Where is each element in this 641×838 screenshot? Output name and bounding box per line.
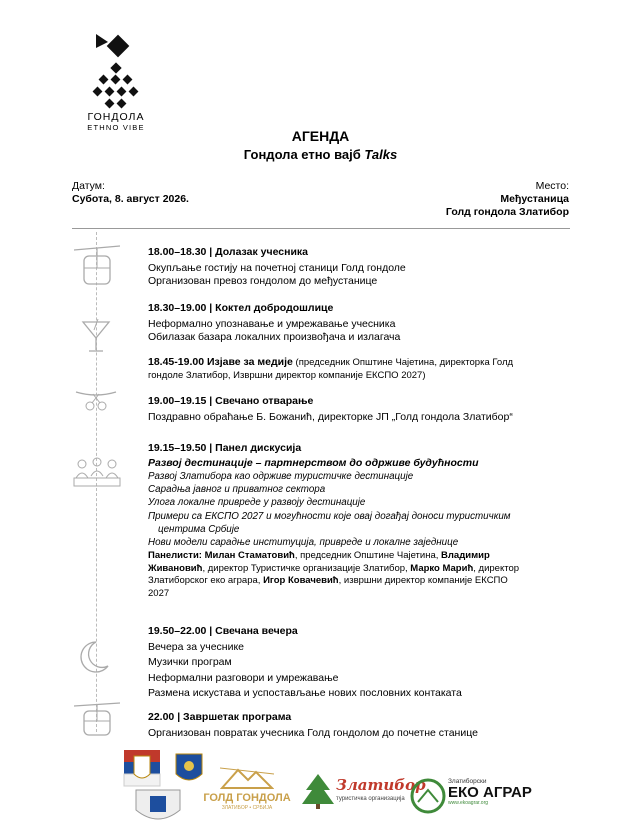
agenda-opening (148, 395, 578, 424)
arrival-time: 18.00–18.30 | Долазак учесника (148, 246, 309, 258)
end-time: 22.00 | Завршетак програма (148, 711, 292, 723)
zlatibor-text: Златибор (336, 776, 426, 794)
agenda-end (148, 711, 578, 740)
panel-time: 19.15–19.50 | Панел дискусија (148, 442, 302, 454)
panelists: Живановић, директор Туристичке организације Златибор, Марко Марић, директор (148, 562, 520, 574)
agenda-cocktail (148, 302, 578, 345)
ribbon-scissors-icon (72, 386, 120, 414)
end-line: Организован повратак учесника Голд гондолом до почетне станице (148, 726, 478, 739)
moon-icon (78, 640, 110, 674)
agenda-dinner (148, 625, 578, 701)
municipality-crest-icon (174, 752, 204, 786)
divider (72, 228, 570, 229)
cocktail-line: Обилазак базара локалних произвођача и излагача (148, 331, 401, 343)
page-subtitle: Гондола етно вајб Talks (243, 147, 398, 162)
zlatibor-subtext: туристичка организација (336, 796, 405, 802)
dinner-line: Музички програм (148, 656, 232, 668)
panel-discussion-icon (72, 456, 122, 490)
panel-item: центрима Србије (158, 523, 240, 535)
dinner-line: Вечера за учеснике (148, 640, 244, 653)
agenda-panel (148, 442, 578, 600)
panel-item: Нови модели сарадње институција, привреде и локалне заједнице (148, 537, 459, 549)
opening-line: Поздравно обраћање Б. Божанић, директорке ЈП „Голд гондола Златибор“ (148, 410, 513, 423)
panelists: 2027 (148, 587, 170, 599)
panel-item: Примери са ЕКСПО 2027 и могућности које овај догађај доноси туристичким (148, 510, 511, 522)
eko-agrar-url: www.ekoagrar.org (448, 800, 489, 806)
gold-gondola-subtext: ЗЛАТИБОР • СРБИЈА (221, 805, 273, 811)
serbia-coat-of-arms-icon (122, 748, 162, 788)
media-note: (председник Општине Чајетина, директорка Голд (292, 357, 514, 368)
mountain-icon (220, 764, 274, 790)
dinner-time: 19.50–22.00 | Свечана вечера (148, 625, 298, 637)
panel-item: Улога локалне привреде у развоју дестинације (148, 497, 366, 509)
cocktail-time: 18.30–19.00 | Коктел добродошлице (148, 302, 334, 314)
date-block (72, 180, 189, 206)
agenda-arrival (148, 246, 578, 289)
panel-item: Развој Златибора као одрживе туристичке дестинације (148, 471, 414, 482)
place-line1: Међустаница (500, 193, 569, 205)
place-label: Место: (535, 180, 569, 192)
date-value: Субота, 8. август 2026. (72, 193, 189, 205)
municipality-emblem-icon (128, 786, 188, 826)
eko-agrar-main: ЕКО АГРАР (448, 784, 532, 801)
logo-name: ГОНДОЛА (87, 111, 145, 123)
media-note-2: гондоле Златибор, Извршни директор компаније ЕКСПО 2027) (148, 369, 426, 381)
opening-time: 19.00–19.15 | Свечано отварање (148, 395, 314, 407)
dinner-line: Неформални разговори и умрежавање (148, 671, 339, 684)
arrival-line: Организован превоз гондолом до међустанице (148, 275, 378, 287)
arrival-line: Окупљање гостију на почетној станици Голд гондоле (148, 261, 406, 274)
eko-agrar-logo (448, 778, 538, 818)
place-line2: Голд гондола Златибор (445, 206, 569, 218)
cocktail-line: Неформално упознавање и умрежавање учесника (148, 317, 396, 330)
cocktail-glass-icon (80, 318, 112, 354)
eko-agrar-circle-icon (410, 778, 446, 814)
panelists: Панелисти: Милан Стаматовић, председник Општине Чајетина, Владимир (148, 550, 490, 562)
date-label: Датум: (72, 180, 105, 192)
media-time: 18.45-19.00 Изјаве за медије (148, 356, 293, 368)
panelists: Златиборског еко аграра, Игор Ковачевић, извршни директор компаније ЕКСПО (148, 575, 508, 587)
page-title: АГЕНДА (291, 128, 350, 144)
panel-item: Сарадња јавног и приватног сектора (148, 484, 326, 496)
pine-tree-icon (300, 772, 336, 810)
zlatibor-tourism-logo (336, 776, 426, 810)
place-block (446, 180, 569, 219)
logo-tagline: ETHNO VIBE (87, 123, 145, 132)
eko-agrar-top: Златиборски (448, 778, 487, 785)
gold-gondola-logo (202, 764, 292, 814)
dinner-line: Размена искустава и успостављање нових пословних контаката (148, 687, 462, 699)
gold-gondola-text: ГОЛД ГОНДОЛА (203, 792, 291, 804)
gondola-cabin-end-icon (74, 702, 120, 736)
gondola-cabin-icon (74, 244, 120, 286)
panel-topic: Развој дестинације – партнерством до одрживе будућности (148, 456, 479, 469)
agenda-media (148, 356, 578, 382)
